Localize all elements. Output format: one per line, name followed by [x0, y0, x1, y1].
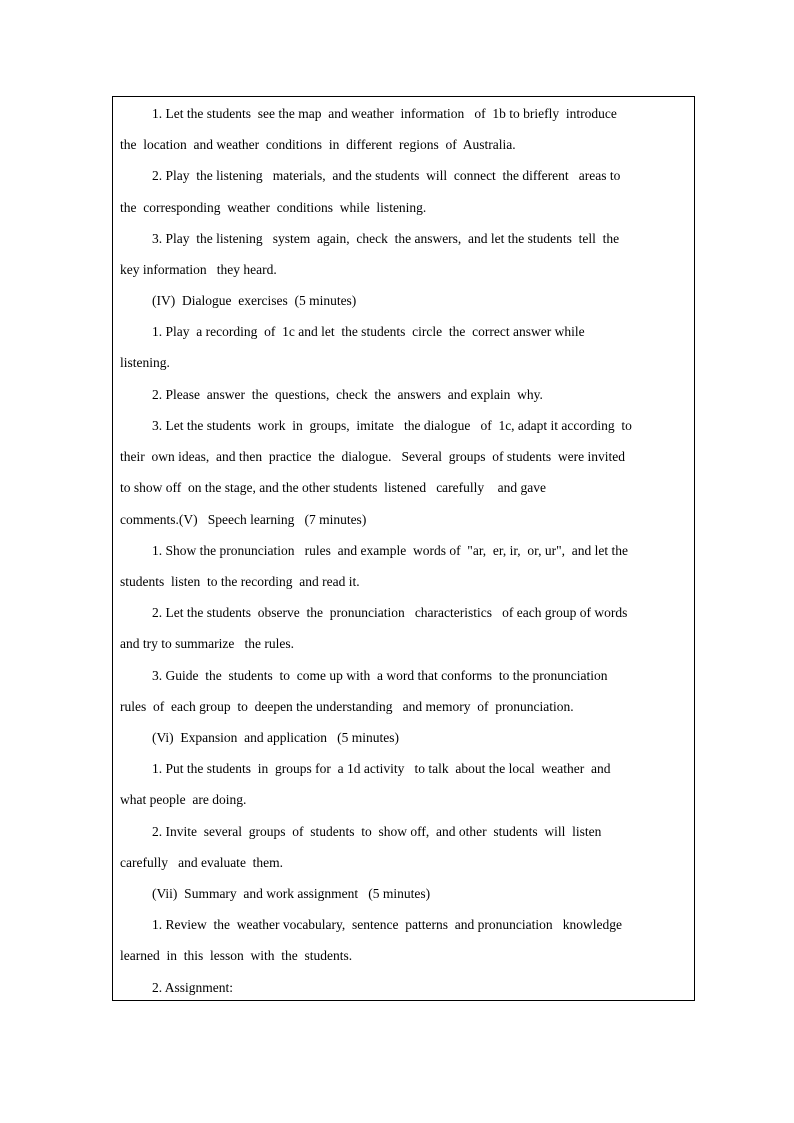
text-line: what people are doing.	[120, 792, 247, 807]
text-line: listening.	[120, 355, 170, 370]
text-line: 2. Let the students observe the pronunciation characteristics of each group of words	[152, 605, 628, 620]
text-line: 1. Let the students see the map and weather information of 1b to briefly introduce	[152, 106, 617, 121]
text-line: learned in this lesson with the students.	[120, 948, 353, 963]
text-line: to show off on the stage, and the other students listened carefully and gave	[120, 480, 547, 495]
text-line: 1. Review the weather vocabulary, sentence patterns and pronunciation knowledge	[152, 917, 622, 932]
text-line: 2. Assignment:	[152, 980, 234, 995]
text-line: key information they heard.	[120, 262, 277, 277]
text-line: and try to summarize the rules.	[120, 636, 294, 651]
text-line: 3. Guide the students to come up with a word that conforms to the pronunciation	[152, 668, 608, 683]
text-line: 2. Play the listening materials, and the students will connect the different areas to	[152, 168, 621, 183]
text-line: their own ideas, and then practice the dialogue. Several groups of students were invited	[120, 449, 625, 464]
text-line: carefully and evaluate them.	[120, 855, 284, 870]
text-line: students listen to the recording and read it.	[120, 574, 360, 589]
text-line: 2. Please answer the questions, check the answers and explain why.	[152, 387, 543, 402]
section-heading: (Vi) Expansion and application (5 minutes)	[152, 730, 400, 745]
text-line: the corresponding weather conditions while listening.	[120, 200, 427, 215]
text-line: 3. Play the listening system again, check the answers, and let the students tell the	[152, 231, 620, 246]
text-line: rules of each group to deepen the understanding and memory of pronunciation.	[120, 699, 574, 714]
section-heading: (Vii) Summary and work assignment (5 minutes)	[152, 886, 431, 901]
text-line: 3. Let the students work in groups, imitate the dialogue of 1c, adapt it according to	[152, 418, 632, 433]
text-line: 2. Invite several groups of students to show off, and other students will listen	[152, 824, 602, 839]
text-line: 1. Put the students in groups for a 1d activity to talk about the local weather and	[152, 761, 611, 776]
text-line: 1. Show the pronunciation rules and example words of "ar, er, ir, or, ur", and let the	[152, 543, 628, 558]
text-line: comments.(V) Speech learning (7 minutes)	[120, 512, 367, 527]
text-line: the location and weather conditions in different regions of Australia.	[120, 137, 516, 152]
section-heading: (IV) Dialogue exercises (5 minutes)	[152, 293, 357, 308]
text-line: 1. Play a recording of 1c and let the students circle the correct answer while	[152, 324, 585, 339]
